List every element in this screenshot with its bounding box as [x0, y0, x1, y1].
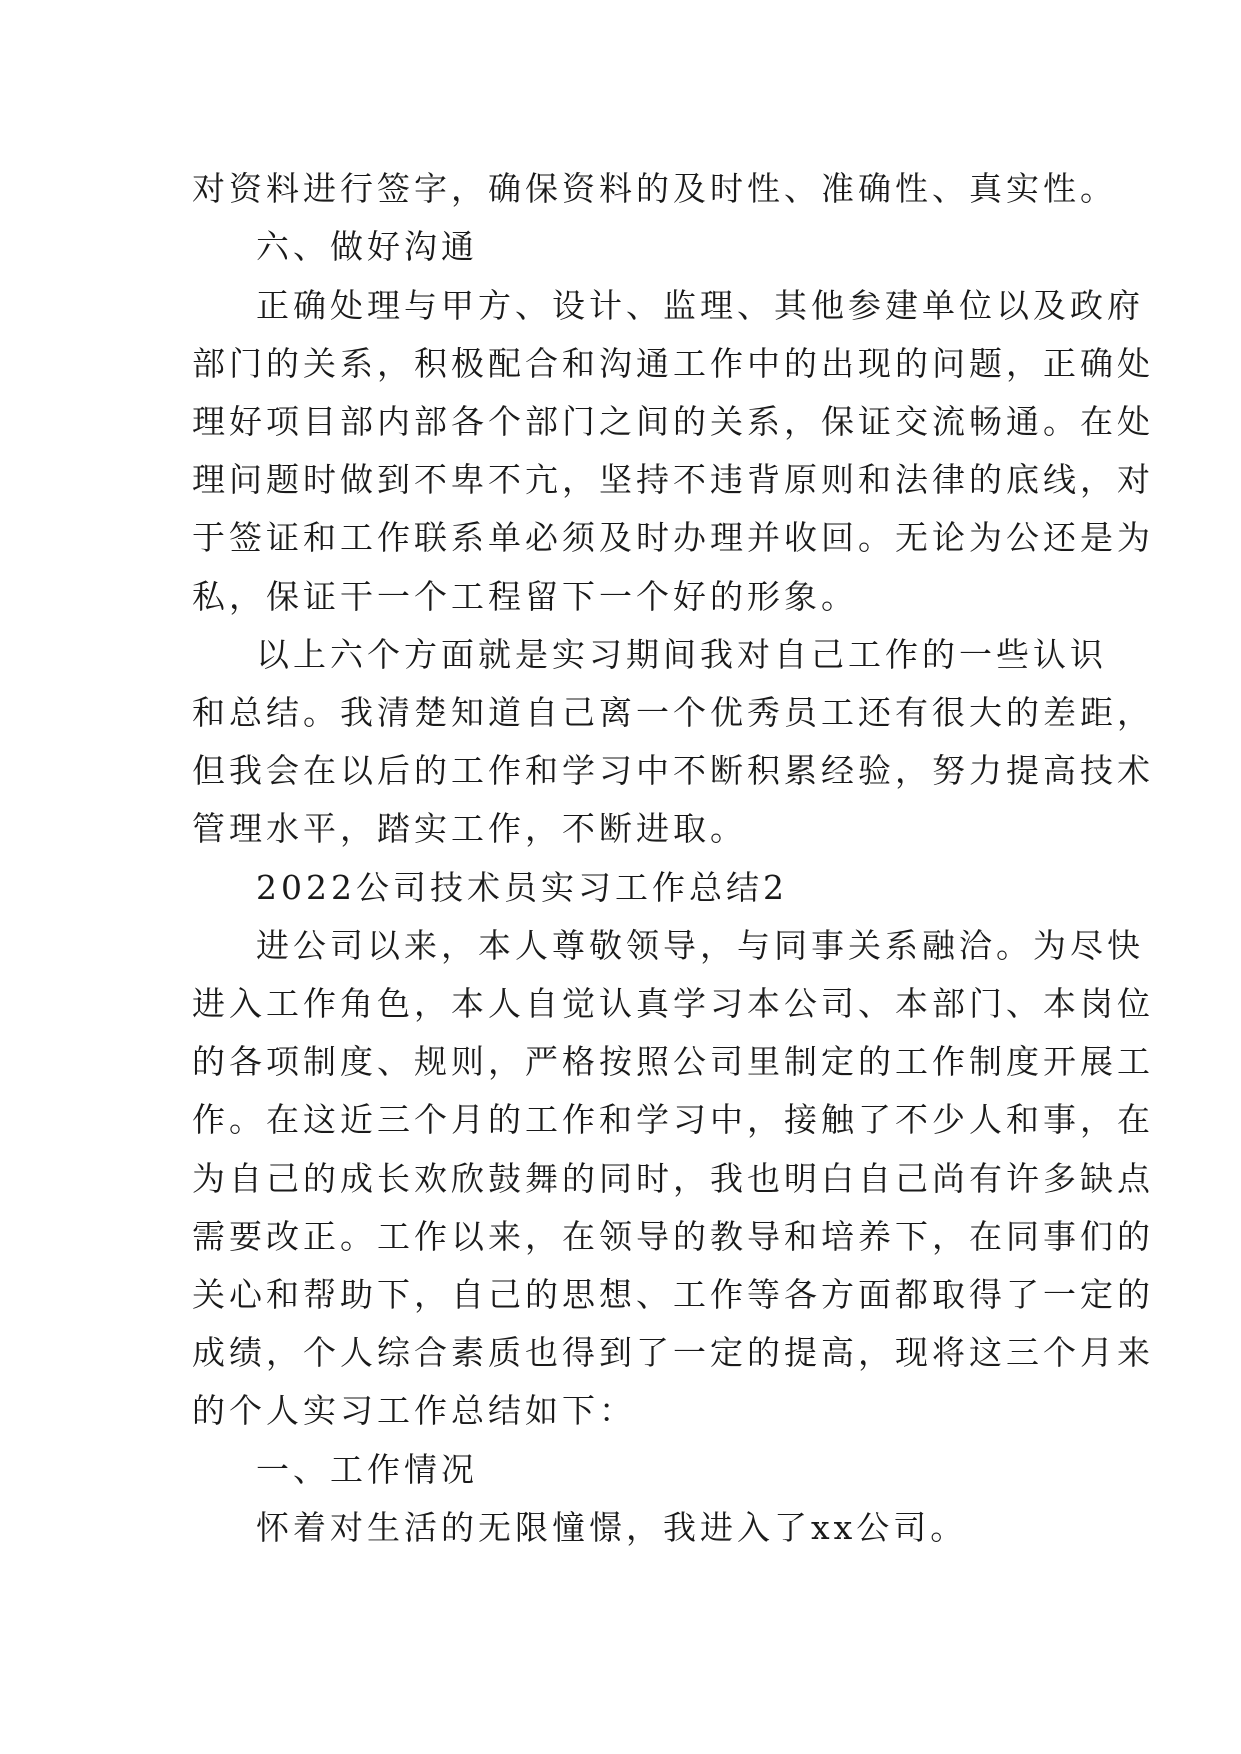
- text-line: 但我会在以后的工作和学习中不断积累经验，努力提高技术: [192, 751, 1154, 790]
- text-line: 私，保证干一个工程留下一个好的形象。: [192, 577, 858, 616]
- text-line: 的各项制度、规则，严格按照公司里制定的工作制度开展工: [192, 1042, 1154, 1081]
- text-line: 怀着对生活的无限憧憬，我进入了xx公司。: [256, 1508, 968, 1547]
- section-heading: 六、做好沟通: [256, 227, 478, 266]
- text-line: 理问题时做到不卑不亢，坚持不违背原则和法律的底线，对: [192, 460, 1154, 499]
- section-heading: 一、工作情况: [256, 1450, 478, 1489]
- text-line: 管理水平，踏实工作，不断进取。: [192, 809, 747, 848]
- text-line: 关心和帮助下，自己的思想、工作等各方面都取得了一定的: [192, 1275, 1154, 1314]
- text-line: 理好项目部内部各个部门之间的关系，保证交流畅通。在处: [192, 402, 1154, 441]
- text-line: 部门的关系，积极配合和沟通工作中的出现的问题，正确处: [192, 344, 1154, 383]
- text-line: 正确处理与甲方、设计、监理、其他参建单位以及政府: [256, 286, 1144, 325]
- text-line: 于签证和工作联系单必须及时办理并收回。无论为公还是为: [192, 518, 1154, 557]
- text-line: 和总结。我清楚知道自己离一个优秀员工还有很大的差距，: [192, 693, 1154, 732]
- text-line: 成绩，个人综合素质也得到了一定的提高，现将这三个月来: [192, 1333, 1154, 1372]
- text-line: 需要改正。工作以来，在领导的教导和培养下，在同事们的: [192, 1217, 1154, 1256]
- section-title: 2022公司技术员实习工作总结2: [256, 868, 788, 907]
- text-line: 进公司以来，本人尊敬领导，与同事关系融洽。为尽快: [256, 926, 1144, 965]
- text-line: 作。在这近三个月的工作和学习中，接触了不少人和事，在: [192, 1100, 1154, 1139]
- text-line: 的个人实习工作总结如下：: [192, 1391, 636, 1430]
- text-line: 对资料进行签字，确保资料的及时性、准确性、真实性。: [192, 169, 1117, 208]
- text-line: 为自己的成长欢欣鼓舞的同时，我也明白自己尚有许多缺点: [192, 1159, 1154, 1198]
- text-line: 进入工作角色，本人自觉认真学习本公司、本部门、本岗位: [192, 984, 1154, 1023]
- text-line: 以上六个方面就是实习期间我对自己工作的一些认识: [256, 635, 1107, 674]
